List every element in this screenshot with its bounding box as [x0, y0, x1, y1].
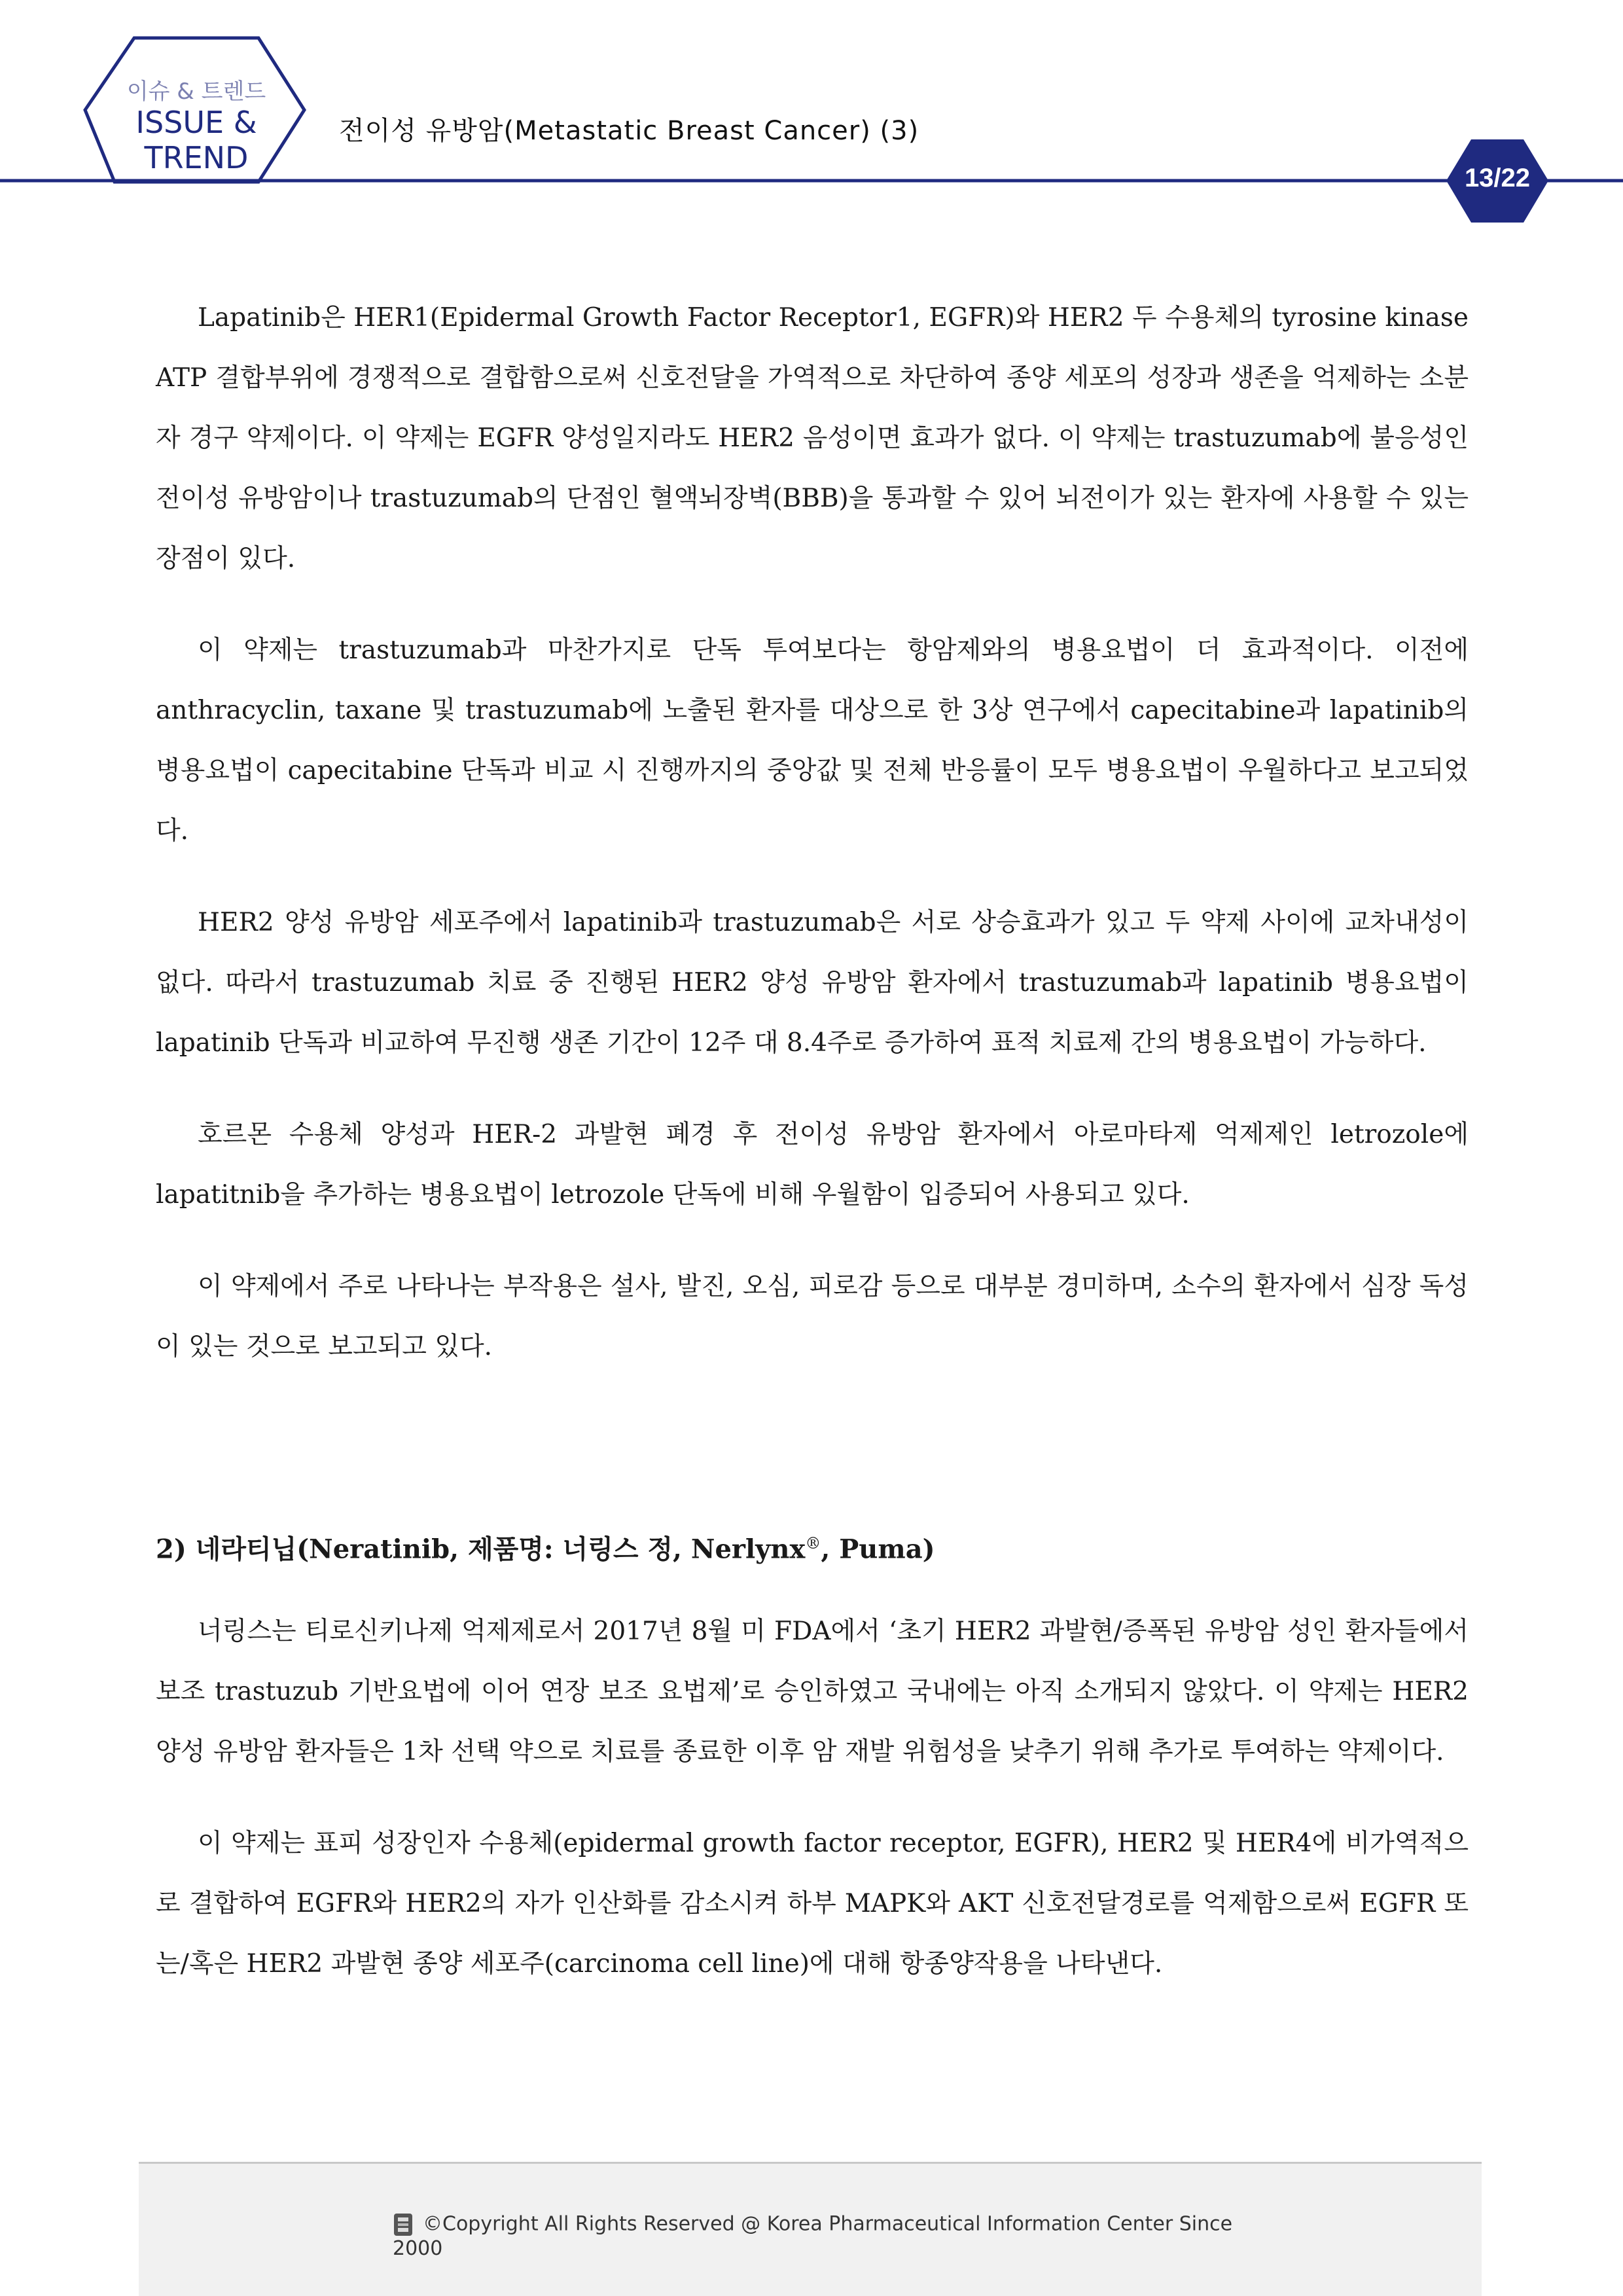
paragraph-neratinib-approval: 너링스는 티로신키나제 억제제로서 2017년 8월 미 FDA에서 ‘초기 HER2 과발현/증폭된 유방암 성인 환자들에서 보조 trastuzub 기반요법에 이어 연장 보조 요법제’로 승인하였고 국내에는 아직 소개되지 않았다. 이 약제는 HER2 양성 유방암 환자들은 1차 선택 약으로 치료를 종료한 이후 암 재발 위험성을 낮추기 위해 추가로 투여하는 약제이다. [156, 1617, 1469, 1767]
document-title: 전이성 유방암(Metastatic Breast Cancer) (3) [339, 116, 919, 146]
paragraph-lapatinib-combination: 이 약제는 trastuzumab과 마찬가지로 단독 투여보다는 항암제와의 병용요법이 더 효과적이다. 이전에 anthracyclin, taxane 및 trastuzumab에 노출된 환자를 대상으로 한 3상 연구에서 capecitabine과 lapatinib의 병용요법이 capecitabine 단독과 비교 시 진행까지의 중앙값 및 전체 반응률이 모두 병용요법이 우월하다고 보고되었다. [156, 636, 1469, 846]
paragraph-lapatinib-side-effects: 이 약제에서 주로 나타나는 부작용은 설사, 발진, 오심, 피로감 등으로 대부분 경미하며, 소수의 환자에서 심장 독성이 있는 것으로 보고되고 있다. [156, 1272, 1469, 1361]
footer-copyright [393, 2212, 1243, 2260]
page-number: 13/22 [1464, 164, 1531, 192]
paragraph-lapatinib-letrozole: 호르몬 수용체 양성과 HER-2 과발현 폐경 후 전이성 유방암 환자에서 아로마타제 억제제인 letrozole에 lapatitnib을 추가하는 병용요법이 letrozole 단독에 비해 우월함이 입증되어 사용되고 있다. [156, 1120, 1469, 1210]
section-label-line1: ISSUE & [135, 105, 257, 140]
emblem-icon [393, 2212, 414, 2237]
section-label-korean: 이슈 & 트렌드 [126, 79, 266, 105]
main-content [156, 288, 1469, 2026]
paragraph-lapatinib-trastuzumab: HER2 양성 유방암 세포주에서 lapatinib과 trastuzumab은 서로 상승효과가 있고 두 약제 사이에 교차내성이 없다. 따라서 trastuzumab 치료 중 진행된 HER2 양성 유방암 환자에서 trastuzumab과 lapatinib 병용요법이 lapatinib 단독과 비교하여 무진행 생존 기간이 12주 대 8.4주로 증가하여 표적 치료제 간의 병용요법이 가능하다. [156, 908, 1469, 1058]
paragraph-neratinib-mechanism: 이 약제는 표피 성장인자 수용체(epidermal growth factor receptor, EGFR), HER2 및 HER4에 비가역적으로 결합하여 EGFR와 HER2의 자가 인산화를 감소시켜 하부 MAPK와 AKT 신호전달경로를 억제함으로써 EGFR 또는/혹은 HER2 과발현 종양 세포주(carcinoma cell line)에 대해 항종양작용을 나타낸다. [156, 1829, 1469, 1979]
registered-mark: ® [805, 1534, 821, 1552]
section-label-line2: TREND [144, 140, 249, 175]
copyright-text: ©Copyright All Rights Reserved @ Korea Pharmaceutical Information Center Since 2000 [393, 2212, 1233, 2260]
section-label-english [118, 105, 275, 175]
section-heading-text: 2) 네라티닙(Neratinib, 제품명: 너링스 정, Nerlynx [156, 1534, 806, 1565]
section-heading-neratinib [156, 1513, 1469, 1579]
section-heading-tail: , Puma) [821, 1534, 935, 1565]
paragraph-lapatinib-mechanism: Lapatinib은 HER1(Epidermal Growth Factor Receptor1, EGFR)와 HER2 두 수용체의 tyrosine kinase ATP 결합부위에 경쟁적으로 결합함으로써 신호전달을 가역적으로 차단하여 종양 세포의 성장과 생존을 억제하는 소분자 경구 약제이다. 이 약제는 EGFR 양성일지라도 HER2 음성이면 효과가 없다. 이 약제는 trastuzumab에 불응성인 전이성 유방암이나 trastuzumab의 단점인 혈액뇌장벽(BBB)을 통과할 수 있어 뇌전이가 있는 환자에 사용할 수 있는 장점이 있다. [156, 303, 1469, 573]
